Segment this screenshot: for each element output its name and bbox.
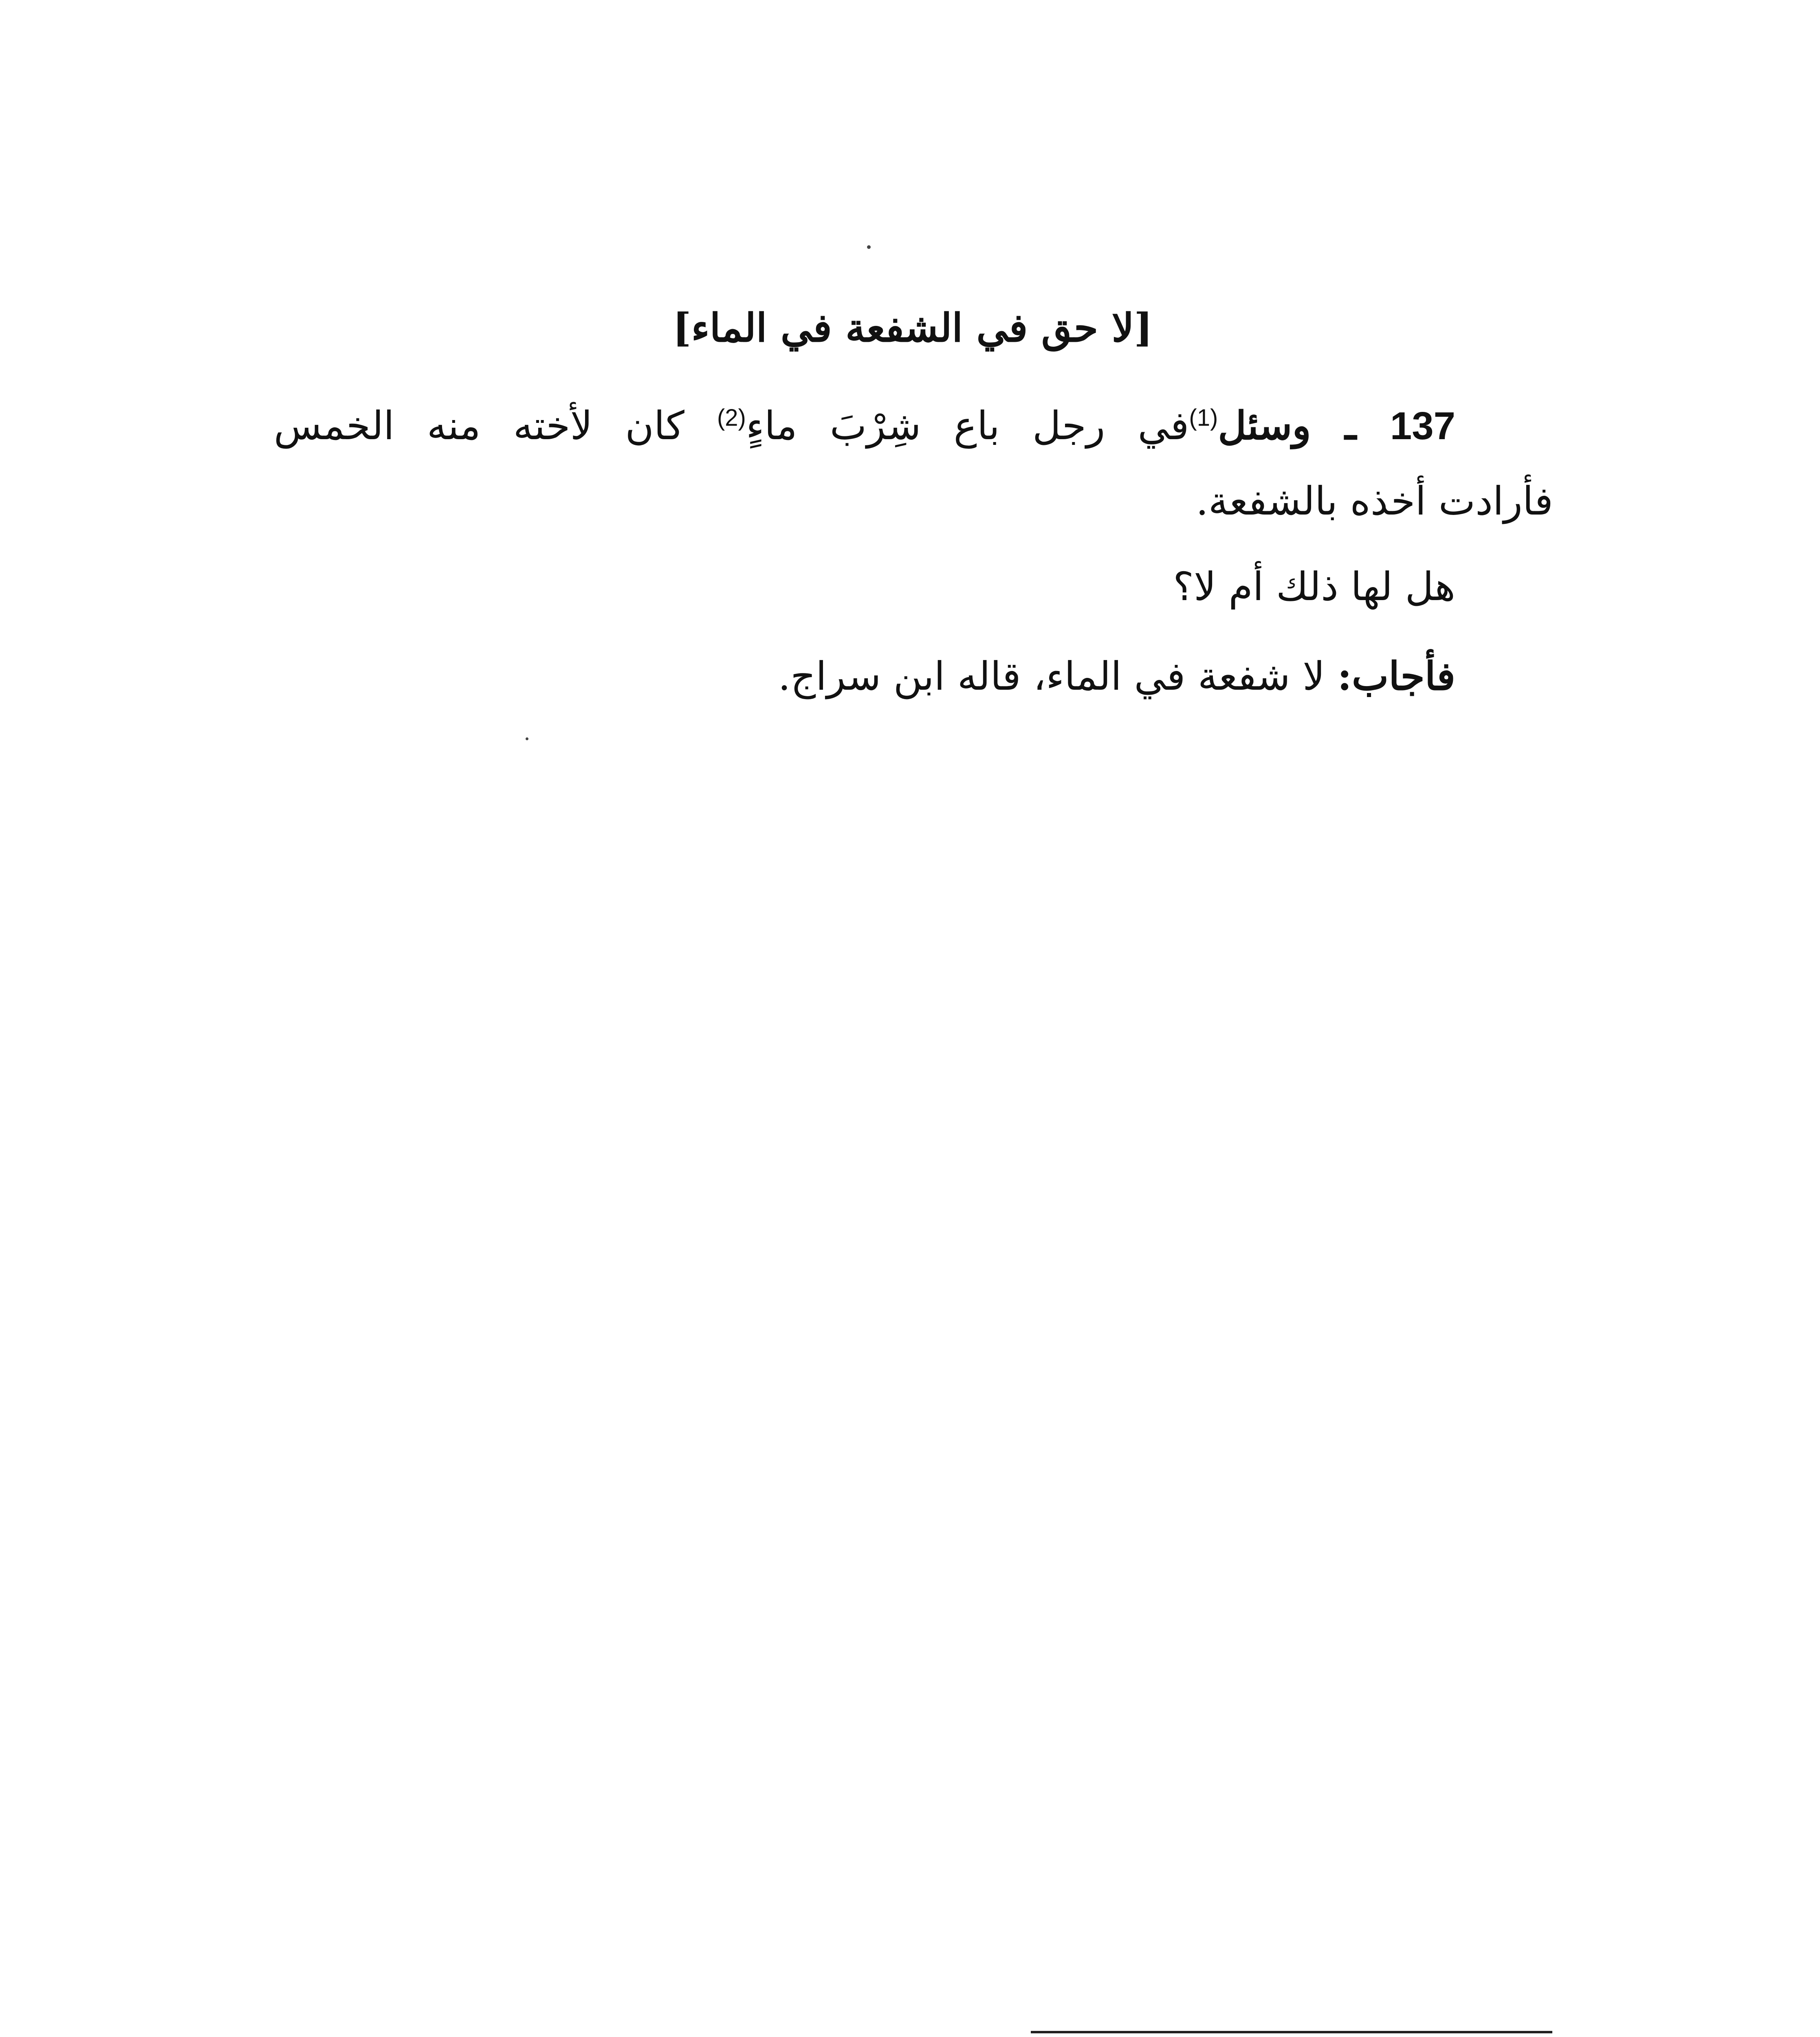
scan-speck <box>867 245 871 249</box>
answer-line <box>274 648 1455 705</box>
section-heading: [لا حق في الشفعة في الماء] <box>673 305 1153 351</box>
entry-text-b: كان لأخته منه الخمس <box>274 403 717 449</box>
footnote-separator <box>1031 2031 1552 2033</box>
scan-speck <box>526 737 528 740</box>
footnote-ref-2: (2) <box>717 405 746 431</box>
entry-lead-word: وسئل <box>1218 403 1311 449</box>
answer-text: لا شفعة في الماء، قاله ابن سراج. <box>778 653 1338 699</box>
entry-dash: ـ <box>1311 403 1390 449</box>
entry-paragraph-line-1 <box>274 397 1455 455</box>
entry-paragraph-line-2: فأرادت أخذه بالشفعة. <box>1196 478 1553 524</box>
entry-number: 137 <box>1390 404 1456 448</box>
answer-lead: فأجاب: <box>1337 653 1455 699</box>
footnote-ref-1: (1) <box>1189 405 1218 431</box>
entry-text-a: في رجل باع شِرْبَ ماءٍ <box>746 403 1189 449</box>
question-line: هل لها ذلك أم لا؟ <box>1173 564 1455 609</box>
